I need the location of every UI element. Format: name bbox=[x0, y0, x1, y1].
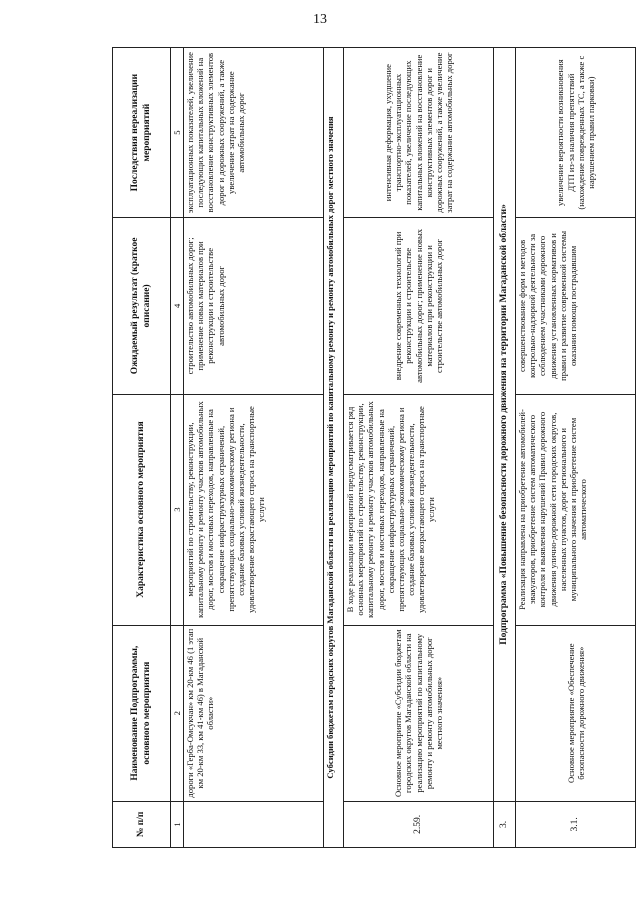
section-row bbox=[324, 48, 344, 848]
non-implementation-consequences: эксплуатационных показателей, увеличение последующих капитальных вложений на восстановление конструктивных элементов дорог и дорожных сооружений, а также увеличение затрат на содержание автомобильных дорог bbox=[184, 48, 324, 218]
header-expected: Ожидаемый результат (краткое описание) bbox=[113, 218, 171, 394]
header-name: Наименование Подпрограммы, основного мероприятия bbox=[113, 625, 171, 801]
column-number: 2 bbox=[171, 625, 184, 801]
header-characteristics: Характеристика основного мероприятия bbox=[113, 394, 171, 625]
table-row bbox=[344, 48, 494, 848]
row-number bbox=[184, 801, 324, 847]
page-number: 13 bbox=[313, 12, 327, 27]
measure-characteristics: В ходе реализации мероприятий предусматривается ряд основных мероприятий по строительству, реконструкции, капитальному ремонту и ремонту участков автомобильных дорог, мостов и мостовых переходов, направленные на сокращение инфраструктурных ограничений, препятствующих социально-экономическому региона и создание базовых условий жизнедеятельности, удовлетворение возрастающего спроса на транспортные услуги bbox=[344, 394, 494, 625]
rotated-table-container bbox=[112, 47, 596, 848]
column-number: 3 bbox=[171, 394, 184, 625]
measure-name: Основное мероприятие «Обеспечение безопасности дорожного движения» bbox=[516, 625, 636, 801]
header-row bbox=[113, 48, 171, 848]
non-implementation-consequences: интенсивная деформация, ухудшение транспортно-эксплуатационных показателей, увеличение последующих капитальных вложений на восстановление конструктивных элементов дорог и дорожных сооружений, а также увеличение затрат на содержание автомобильных дорог bbox=[344, 48, 494, 218]
expected-result: совершенствование форм и методов контрольно-надзорной деятельности за соблюдением участниками дорожного движения установленных нормативов и правил и развитие современной системы оказания помощи пострадавшим bbox=[516, 218, 636, 394]
subprogram-row bbox=[494, 48, 516, 848]
header-consequences: Последствия нереализации мероприятий bbox=[113, 48, 171, 218]
measure-characteristics: Реализация направлена на приобретение автомобилей-эвакуаторов, приобретение систем автоматического контроля и выявления нарушений Правил дорожного движения улично-дорожной сети городских округов, населенных пунктов, дорог регионального и муниципального значения и приобретение систем автоматического bbox=[516, 394, 636, 625]
non-implementation-consequences: увеличение вероятности возникновения ДТП из-за наличия препятствий (нахождение поврежденных ТС, а также с нарушением правил парковки) bbox=[516, 48, 636, 218]
table-row bbox=[184, 48, 324, 848]
expected-result: строительство автомобильных дорог; применение новых материалов при реконструкции и строительстве автомобильных дорог bbox=[184, 218, 324, 394]
section-title-subsidies: Субсидии бюджетам городских округов Магаданской области на реализацию мероприятий по капитальному ремонту и ремонту автомобильных дорог местного значения bbox=[324, 48, 344, 848]
row-number: 3.1. bbox=[516, 801, 636, 847]
measure-name: Основное мероприятие «Субсидии бюджетам городских округов Магаданской области на реализацию мероприятий по капитальному ремонту и ремонту автомобильных дорог местного значения» bbox=[344, 625, 494, 801]
column-number: 5 bbox=[171, 48, 184, 218]
row-number: 3. bbox=[494, 801, 516, 847]
subprogram-title: Подпрограмма «Повышение безопасности дорожного движения на территории Магаданской области» bbox=[494, 48, 516, 802]
measure-name: дороги «Герба-Омсукчан» км 20-км 46 (1 этап км 20-км 33, км 41-км 46) в Магаданской области» bbox=[184, 625, 324, 801]
column-number-row bbox=[171, 48, 184, 848]
expected-result: внедрение современных технологий при реконструкции и строительстве автомобильных дорог; применение новых материалов при реконструкции и строительстве автомобильных дорог bbox=[344, 218, 494, 394]
measure-characteristics: мероприятий по строительству, реконструкции, капитальному ремонту и ремонту участков автомобильных дорог, мостов и мостовых переходов, направленные на сокращение инфраструктурных ограничений, препятствующих социально-экономическому региона и создание базовых условий жизнедеятельности, удовлетворение возрастающего спроса на транспортные услуги bbox=[184, 394, 324, 625]
measures-table bbox=[112, 47, 636, 848]
column-number: 4 bbox=[171, 218, 184, 394]
column-number: 1 bbox=[171, 801, 184, 847]
table-row bbox=[516, 48, 636, 848]
header-num: № п/п bbox=[113, 801, 171, 847]
row-number: 2.59. bbox=[344, 801, 494, 847]
